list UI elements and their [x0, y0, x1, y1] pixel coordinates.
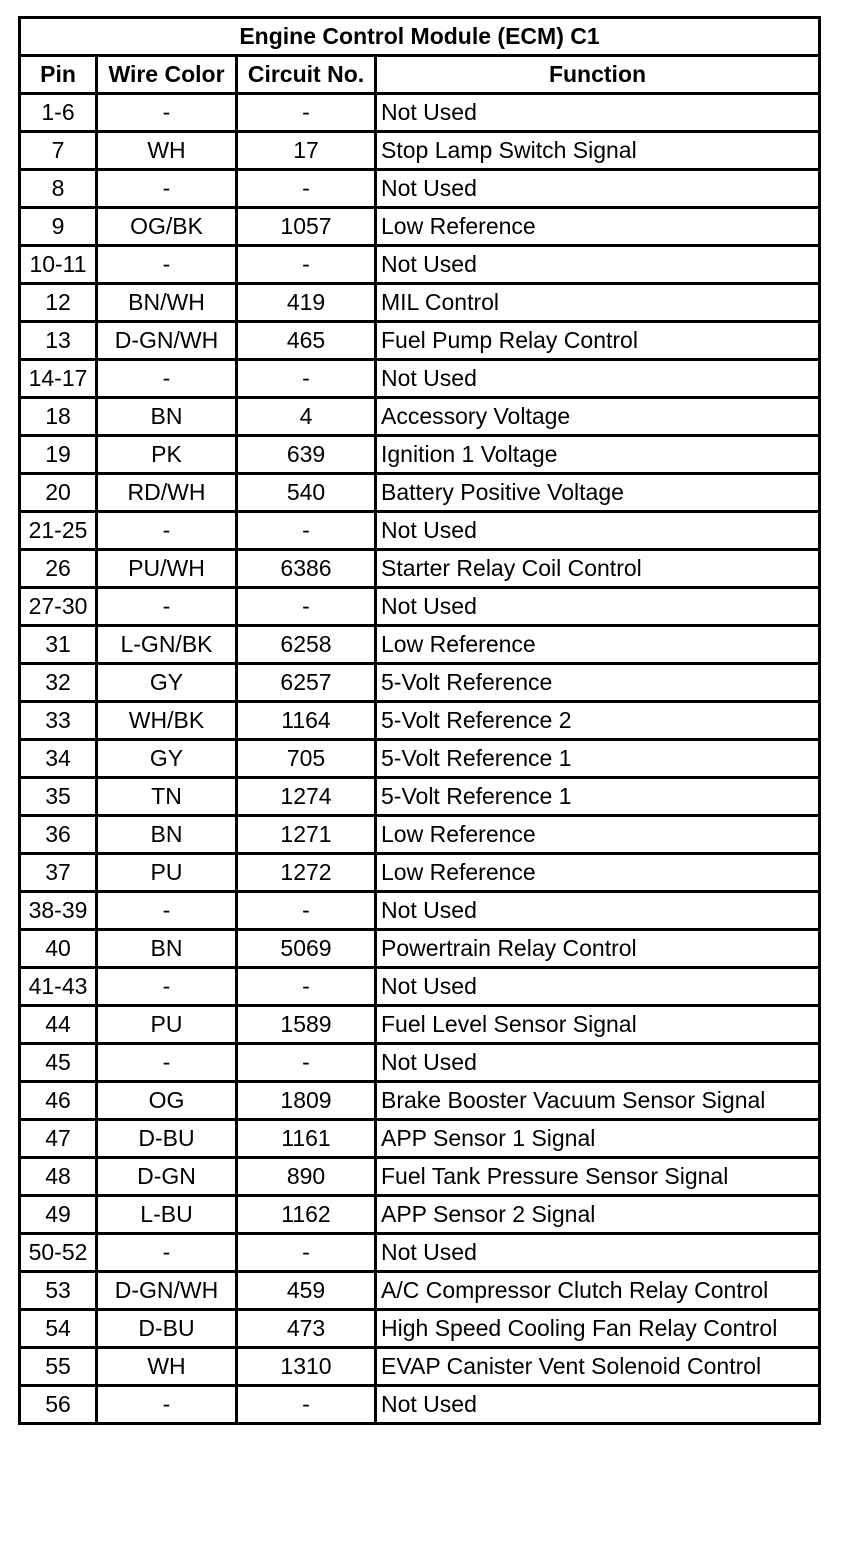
table-row [20, 1006, 820, 1044]
wire-color-cell: D-GN/WH [97, 1272, 237, 1310]
table-row [20, 1158, 820, 1196]
wire-color-cell: D-BU [97, 1120, 237, 1158]
function-cell: Not Used [376, 1234, 820, 1272]
wire-color-cell: - [97, 360, 237, 398]
pin-cell: 12 [20, 284, 97, 322]
circuit-no-cell: - [237, 892, 376, 930]
table-row [20, 1386, 820, 1424]
circuit-no-cell: 459 [237, 1272, 376, 1310]
table-row [20, 1196, 820, 1234]
function-cell: Not Used [376, 1044, 820, 1082]
wire-color-cell: RD/WH [97, 474, 237, 512]
pin-cell: 46 [20, 1082, 97, 1120]
table-row [20, 1082, 820, 1120]
table-row [20, 1310, 820, 1348]
circuit-no-cell: 1809 [237, 1082, 376, 1120]
function-cell: Not Used [376, 94, 820, 132]
table-row [20, 246, 820, 284]
circuit-no-cell: - [237, 360, 376, 398]
circuit-no-cell: 639 [237, 436, 376, 474]
wire-color-cell: PU/WH [97, 550, 237, 588]
circuit-no-cell: 17 [237, 132, 376, 170]
pin-cell: 41-43 [20, 968, 97, 1006]
table-row [20, 816, 820, 854]
wire-color-cell: WH [97, 132, 237, 170]
function-cell: Low Reference [376, 208, 820, 246]
table-row [20, 968, 820, 1006]
function-cell: 5-Volt Reference 1 [376, 778, 820, 816]
circuit-no-cell: 6386 [237, 550, 376, 588]
pin-cell: 54 [20, 1310, 97, 1348]
pin-cell: 27-30 [20, 588, 97, 626]
wire-color-cell: GY [97, 740, 237, 778]
wire-color-cell: PK [97, 436, 237, 474]
function-cell: Battery Positive Voltage [376, 474, 820, 512]
wire-color-cell: PU [97, 1006, 237, 1044]
table-row [20, 892, 820, 930]
wire-color-cell: BN [97, 398, 237, 436]
table-row [20, 436, 820, 474]
function-cell: Ignition 1 Voltage [376, 436, 820, 474]
function-cell: Not Used [376, 892, 820, 930]
pin-cell: 55 [20, 1348, 97, 1386]
circuit-no-cell: - [237, 512, 376, 550]
header-pin: Pin [20, 56, 97, 94]
function-cell: 5-Volt Reference 2 [376, 702, 820, 740]
pin-cell: 53 [20, 1272, 97, 1310]
table-row [20, 170, 820, 208]
function-cell: Fuel Tank Pressure Sensor Signal [376, 1158, 820, 1196]
circuit-no-cell: - [237, 170, 376, 208]
wire-color-cell: L-BU [97, 1196, 237, 1234]
table-body [20, 94, 820, 1424]
wire-color-cell: - [97, 512, 237, 550]
circuit-no-cell: - [237, 588, 376, 626]
function-cell: Not Used [376, 246, 820, 284]
function-cell: A/C Compressor Clutch Relay Control [376, 1272, 820, 1310]
pin-cell: 1-6 [20, 94, 97, 132]
circuit-no-cell: 1274 [237, 778, 376, 816]
table-row [20, 132, 820, 170]
circuit-no-cell: 1161 [237, 1120, 376, 1158]
circuit-no-cell: 1589 [237, 1006, 376, 1044]
circuit-no-cell: - [237, 94, 376, 132]
pin-cell: 50-52 [20, 1234, 97, 1272]
wire-color-cell: D-GN [97, 1158, 237, 1196]
function-cell: Brake Booster Vacuum Sensor Signal [376, 1082, 820, 1120]
wire-color-cell: L-GN/BK [97, 626, 237, 664]
pin-cell: 20 [20, 474, 97, 512]
table-row [20, 930, 820, 968]
function-cell: Low Reference [376, 816, 820, 854]
wire-color-cell: BN [97, 930, 237, 968]
circuit-no-cell: 1164 [237, 702, 376, 740]
table-row [20, 550, 820, 588]
function-cell: MIL Control [376, 284, 820, 322]
table-row [20, 398, 820, 436]
circuit-no-cell: - [237, 1044, 376, 1082]
circuit-no-cell: 1272 [237, 854, 376, 892]
circuit-no-cell: 6258 [237, 626, 376, 664]
circuit-no-cell: 4 [237, 398, 376, 436]
circuit-no-cell: 705 [237, 740, 376, 778]
wire-color-cell: - [97, 246, 237, 284]
wire-color-cell: - [97, 1386, 237, 1424]
table-row [20, 778, 820, 816]
wire-color-cell: BN/WH [97, 284, 237, 322]
pin-cell: 9 [20, 208, 97, 246]
pin-cell: 26 [20, 550, 97, 588]
circuit-no-cell: 5069 [237, 930, 376, 968]
pin-cell: 33 [20, 702, 97, 740]
wire-color-cell: WH/BK [97, 702, 237, 740]
circuit-no-cell: - [237, 1386, 376, 1424]
pin-cell: 56 [20, 1386, 97, 1424]
table-row [20, 474, 820, 512]
pin-cell: 45 [20, 1044, 97, 1082]
table-row [20, 740, 820, 778]
function-cell: Not Used [376, 968, 820, 1006]
pin-cell: 38-39 [20, 892, 97, 930]
circuit-no-cell: 540 [237, 474, 376, 512]
pin-cell: 8 [20, 170, 97, 208]
wire-color-cell: OG [97, 1082, 237, 1120]
table-row [20, 664, 820, 702]
pin-cell: 47 [20, 1120, 97, 1158]
function-cell: APP Sensor 2 Signal [376, 1196, 820, 1234]
wire-color-cell: - [97, 892, 237, 930]
wire-color-cell: BN [97, 816, 237, 854]
function-cell: Low Reference [376, 626, 820, 664]
pin-cell: 10-11 [20, 246, 97, 284]
pin-cell: 19 [20, 436, 97, 474]
wire-color-cell: - [97, 170, 237, 208]
pin-cell: 32 [20, 664, 97, 702]
title-row [20, 18, 820, 56]
function-cell: APP Sensor 1 Signal [376, 1120, 820, 1158]
table-title: Engine Control Module (ECM) C1 [20, 18, 820, 56]
pin-cell: 18 [20, 398, 97, 436]
circuit-no-cell: 6257 [237, 664, 376, 702]
circuit-no-cell: - [237, 246, 376, 284]
header-wire-color: Wire Color [97, 56, 237, 94]
header-row [20, 56, 820, 94]
circuit-no-cell: 473 [237, 1310, 376, 1348]
table-row [20, 1272, 820, 1310]
table-row [20, 1044, 820, 1082]
function-cell: Fuel Pump Relay Control [376, 322, 820, 360]
function-cell: Stop Lamp Switch Signal [376, 132, 820, 170]
circuit-no-cell: 465 [237, 322, 376, 360]
table-row [20, 854, 820, 892]
wire-color-cell: - [97, 94, 237, 132]
function-cell: Not Used [376, 588, 820, 626]
wire-color-cell: D-GN/WH [97, 322, 237, 360]
circuit-no-cell: 1162 [237, 1196, 376, 1234]
table-row [20, 208, 820, 246]
table-row [20, 512, 820, 550]
circuit-no-cell: 419 [237, 284, 376, 322]
pin-cell: 35 [20, 778, 97, 816]
pin-cell: 49 [20, 1196, 97, 1234]
wire-color-cell: TN [97, 778, 237, 816]
function-cell: EVAP Canister Vent Solenoid Control [376, 1348, 820, 1386]
table-row [20, 1348, 820, 1386]
wire-color-cell: - [97, 1044, 237, 1082]
function-cell: 5-Volt Reference 1 [376, 740, 820, 778]
wire-color-cell: PU [97, 854, 237, 892]
table-row [20, 322, 820, 360]
pin-cell: 40 [20, 930, 97, 968]
circuit-no-cell: 890 [237, 1158, 376, 1196]
table-row [20, 360, 820, 398]
function-cell: Not Used [376, 170, 820, 208]
pin-cell: 34 [20, 740, 97, 778]
table-row [20, 284, 820, 322]
table-row [20, 626, 820, 664]
wire-color-cell: WH [97, 1348, 237, 1386]
function-cell: Not Used [376, 360, 820, 398]
table-row [20, 702, 820, 740]
wire-color-cell: - [97, 968, 237, 1006]
wire-color-cell: - [97, 1234, 237, 1272]
circuit-no-cell: 1271 [237, 816, 376, 854]
function-cell: Powertrain Relay Control [376, 930, 820, 968]
function-cell: Accessory Voltage [376, 398, 820, 436]
function-cell: Starter Relay Coil Control [376, 550, 820, 588]
wire-color-cell: D-BU [97, 1310, 237, 1348]
function-cell: Not Used [376, 1386, 820, 1424]
function-cell: Not Used [376, 512, 820, 550]
wire-color-cell: GY [97, 664, 237, 702]
function-cell: Low Reference [376, 854, 820, 892]
pin-cell: 7 [20, 132, 97, 170]
pin-cell: 21-25 [20, 512, 97, 550]
connector-pinout-table [18, 16, 821, 1425]
pin-cell: 48 [20, 1158, 97, 1196]
pin-cell: 31 [20, 626, 97, 664]
pin-cell: 36 [20, 816, 97, 854]
pin-cell: 44 [20, 1006, 97, 1044]
wire-color-cell: - [97, 588, 237, 626]
function-cell: High Speed Cooling Fan Relay Control [376, 1310, 820, 1348]
pin-cell: 13 [20, 322, 97, 360]
table-row [20, 1120, 820, 1158]
table-head [20, 18, 820, 94]
table-row [20, 94, 820, 132]
circuit-no-cell: 1310 [237, 1348, 376, 1386]
function-cell: Fuel Level Sensor Signal [376, 1006, 820, 1044]
wire-color-cell: OG/BK [97, 208, 237, 246]
pin-cell: 37 [20, 854, 97, 892]
table-row [20, 588, 820, 626]
table-row [20, 1234, 820, 1272]
header-function: Function [376, 56, 820, 94]
circuit-no-cell: - [237, 1234, 376, 1272]
pin-cell: 14-17 [20, 360, 97, 398]
circuit-no-cell: - [237, 968, 376, 1006]
header-circuit-no: Circuit No. [237, 56, 376, 94]
function-cell: 5-Volt Reference [376, 664, 820, 702]
circuit-no-cell: 1057 [237, 208, 376, 246]
